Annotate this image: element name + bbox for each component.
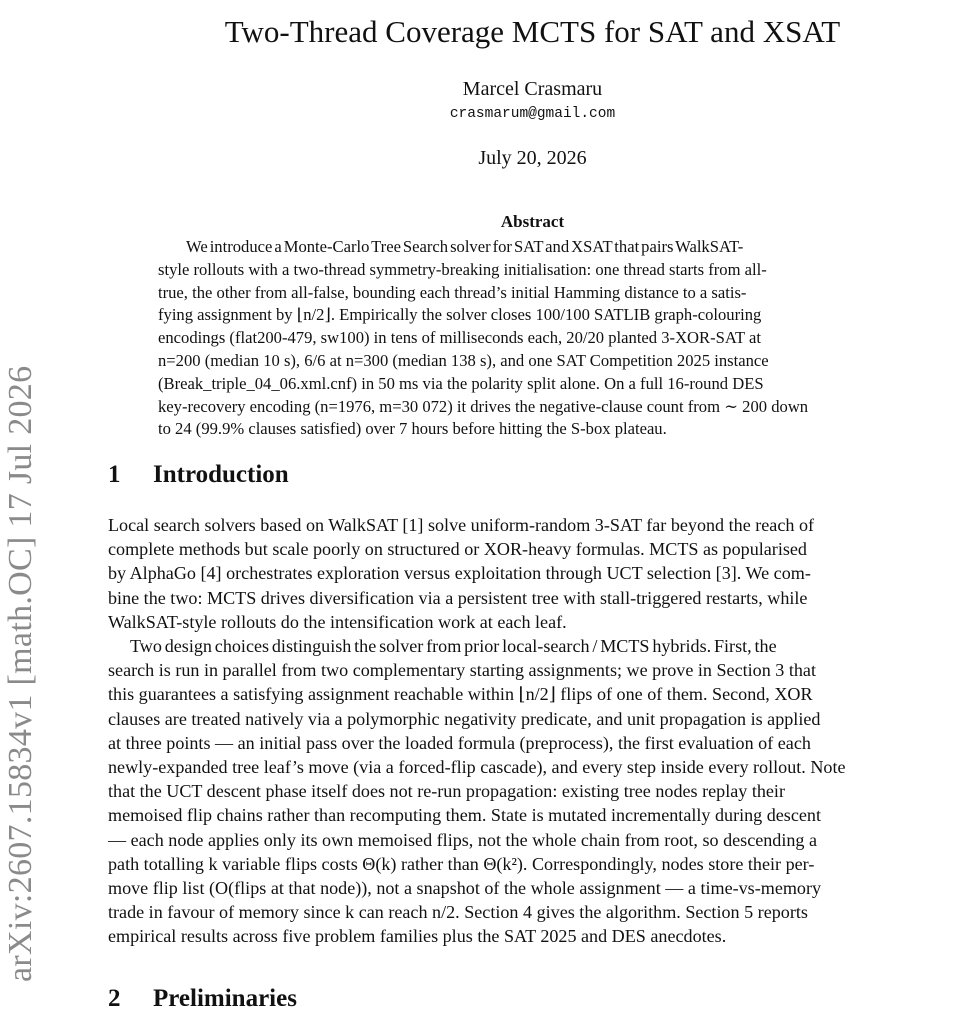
- abstract-line: We introduce a Monte-Carlo Tree Search solver for SAT and XSAT that pairs WalkSAT-: [186, 237, 744, 256]
- body-line: Two design choices distinguish the solver from prior local-search / MCTS hybrids. First, the: [130, 636, 777, 657]
- body-line: newly-expanded tree leaf’s move (via a forced-flip cascade), and every step inside every rollout. Note: [108, 757, 846, 778]
- body-line: move flip list (O(flips at that node)), not a snapshot of the whole assignment — a time-vs-memory: [108, 878, 822, 899]
- body-line: WalkSAT-style rollouts do the intensification work at each leaf.: [108, 611, 567, 632]
- body-line: that the UCT descent phase itself does not re-run propagation: existing tree nodes replay their: [108, 781, 785, 802]
- paper-title: Two-Thread Coverage MCTS for SAT and XSAT: [224, 14, 841, 49]
- author-name: Marcel Crasmaru: [462, 78, 603, 100]
- body-line: search is run in parallel from two complementary starting assignments; we prove in Section 3 that: [108, 660, 816, 681]
- abstract-line: encodings (flat200-479, sw100) in tens of milliseconds each, 20/20 planted 3-XOR-SAT at: [158, 328, 761, 348]
- body-line: path totalling k variable flips costs Θ(k) rather than Θ(k²). Correspondingly, nodes store their per-: [108, 853, 815, 874]
- abstract-body: [158, 236, 907, 441]
- section-title: Introduction: [153, 461, 289, 488]
- section-heading-introduction: [108, 461, 289, 489]
- abstract-line: true, the other from all-false, bounding each thread’s initial Hamming distance to a satis-: [158, 282, 747, 302]
- abstract-line: key-recovery encoding (n=1976, m=30 072) it drives the negative-clause count from ∼ 200 down: [158, 396, 809, 416]
- abstract-line: (Break_triple_04_06.xml.cnf) in 50 ms via the polarity split alone. On a full 16-round DES: [158, 373, 764, 393]
- abstract-line: to 24 (99.9% clauses satisfied) over 7 hours before hitting the S-box plateau.: [158, 419, 667, 439]
- author-email: crasmarum@gmail.com: [449, 106, 616, 122]
- section-heading-preliminaries: [108, 985, 297, 1013]
- body-line: — each node applies only its own memoised flips, not the whole chain from root, so descending a: [108, 829, 818, 850]
- body-line: bine the two: MCTS drives diversification via a persistent tree with stall-triggered restarts, while: [108, 587, 808, 608]
- section-number: 2: [108, 985, 121, 1012]
- abstract-line: fying assignment by ⌊n/2⌋. Empirically the solver closes 100/100 SATLIB graph-colouring: [158, 305, 762, 325]
- arxiv-stamp: arXiv:2607.15834v1 [math.OC] 17 Jul 2026: [2, 365, 39, 982]
- body-line: clauses are treated natively via a polymorphic negativity predicate, and unit propagation is applied: [108, 708, 821, 729]
- body-line: at three points — an initial pass over the loaded formula (preprocess), the first evaluation of each: [108, 732, 811, 753]
- body-line: by AlphaGo [4] orchestrates exploration versus exploitation through UCT selection [3]. We com-: [108, 563, 811, 584]
- body-line: trade in favour of memory since k can reach n/2. Section 4 gives the algorithm. Section 5 reports: [108, 902, 808, 923]
- body-line: Local search solvers based on WalkSAT [1] solve uniform-random 3-SAT far beyond the reach of: [108, 515, 815, 535]
- abstract-line: n=200 (median 10 s), 6/6 at n=300 (median 138 s), and one SAT Competition 2025 instance: [158, 350, 769, 370]
- section-number: 1: [108, 461, 121, 488]
- body-line: complete methods but scale poorly on structured or XOR-heavy formulas. MCTS as popularised: [108, 539, 807, 560]
- section-title: Preliminaries: [153, 985, 297, 1012]
- body-line: this guarantees a satisfying assignment reachable within ⌊n/2⌋ flips of one of them. Second, XOR: [108, 684, 813, 705]
- introduction-body: [108, 513, 958, 949]
- body-line: memoised flip chains rather than recomputing them. State is mutated incrementally during descent: [108, 805, 821, 826]
- paper-date: July 20, 2026: [478, 147, 587, 169]
- abstract-line: style rollouts with a two-thread symmetry-breaking initialisation: one thread starts from all-: [158, 259, 767, 279]
- abstract-heading: Abstract: [500, 212, 565, 231]
- body-line: empirical results across five problem families plus the SAT 2025 and DES anecdotes.: [108, 926, 727, 947]
